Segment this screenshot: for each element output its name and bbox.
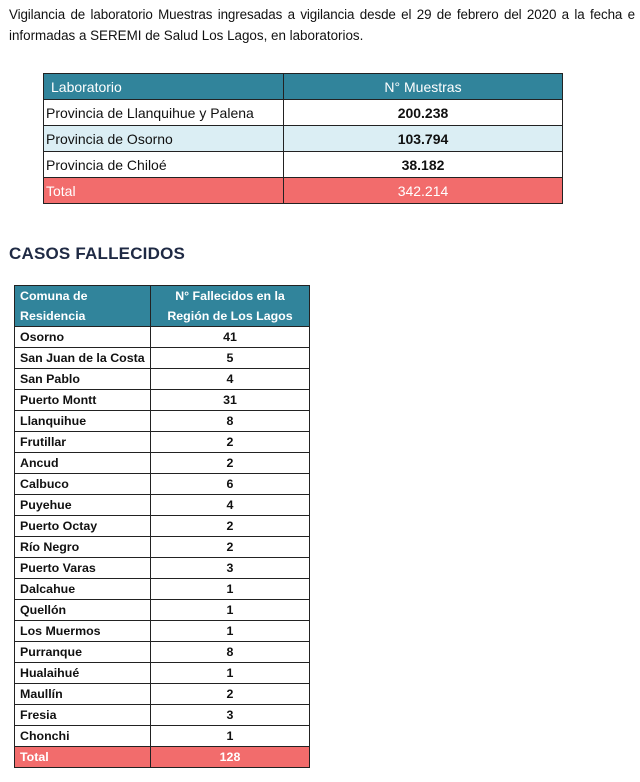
- table-row: [15, 705, 310, 726]
- table-row: [44, 126, 563, 152]
- cell-value: 342.214: [284, 178, 563, 204]
- cell-value: 3: [151, 558, 310, 579]
- table-row: [15, 516, 310, 537]
- cell-value: 2: [151, 684, 310, 705]
- cell-value: 1: [151, 621, 310, 642]
- cell-value: 2: [151, 537, 310, 558]
- header-fallecidos-line-2: Región de Los Lagos: [167, 309, 293, 323]
- cell-name: San Pablo: [15, 369, 151, 390]
- cell-value: 1: [151, 726, 310, 747]
- table-header-row: [15, 286, 310, 327]
- table-row: [15, 495, 310, 516]
- cell-name: Quellón: [15, 600, 151, 621]
- header-comuna-line-2: Residencia: [20, 309, 86, 323]
- cell-name: Calbuco: [15, 474, 151, 495]
- cell-name: Dalcahue: [15, 579, 151, 600]
- table-row: [15, 348, 310, 369]
- deaths-table-body: [15, 327, 310, 768]
- cell-value: 1: [151, 600, 310, 621]
- cell-value: 103.794: [284, 126, 563, 152]
- cell-value: 2: [151, 516, 310, 537]
- cell-name: Puerto Varas: [15, 558, 151, 579]
- table-row: [15, 453, 310, 474]
- table-header-row: [44, 74, 563, 100]
- cell-value: 8: [151, 642, 310, 663]
- cell-name: Total: [15, 747, 151, 768]
- cell-value: 38.182: [284, 152, 563, 178]
- table-row: [15, 327, 310, 348]
- labs-table-body: [44, 100, 563, 204]
- cell-name: Los Muermos: [15, 621, 151, 642]
- cell-name: Puerto Montt: [15, 390, 151, 411]
- cell-value: 1: [151, 663, 310, 684]
- table-row: [15, 684, 310, 705]
- cell-name: Osorno: [15, 327, 151, 348]
- cell-name: Provincia de Llanquihue y Palena: [44, 100, 284, 126]
- cell-name: Hualaihué: [15, 663, 151, 684]
- table-row: [15, 537, 310, 558]
- cell-name: San Juan de la Costa: [15, 348, 151, 369]
- table-row: [15, 600, 310, 621]
- header-n-muestras: N° Muestras: [284, 74, 563, 100]
- cell-name: Frutillar: [15, 432, 151, 453]
- cell-name: Total: [44, 178, 284, 204]
- cell-name: Provincia de Osorno: [44, 126, 284, 152]
- table-row: [44, 152, 563, 178]
- total-row: [15, 747, 310, 768]
- section-title-casos-fallecidos: CASOS FALLECIDOS: [9, 244, 186, 263]
- table-row: [15, 642, 310, 663]
- header-comuna-line-1: Comuna de: [20, 289, 88, 303]
- intro-line-2: informadas a SEREMI de Salud Los Lagos, en laboratorios.: [9, 28, 364, 43]
- table-row: [15, 621, 310, 642]
- intro-paragraph: [9, 4, 635, 46]
- table-row: [15, 558, 310, 579]
- cell-value: 4: [151, 495, 310, 516]
- cell-value: 31: [151, 390, 310, 411]
- cell-name: Puerto Octay: [15, 516, 151, 537]
- table-row: [15, 579, 310, 600]
- cell-name: Llanquihue: [15, 411, 151, 432]
- table-row: [15, 432, 310, 453]
- total-row: [44, 178, 563, 204]
- table-row: [15, 369, 310, 390]
- header-laboratorio: Laboratorio: [44, 74, 284, 100]
- intro-line-1: Vigilancia de laboratorio Muestras ingresadas a vigilancia desde el 29 de febrero del 2020 a la fecha e: [9, 7, 635, 22]
- laboratory-samples-table: [43, 73, 563, 204]
- header-comuna: [15, 286, 151, 327]
- cell-value: 6: [151, 474, 310, 495]
- cell-name: Ancud: [15, 453, 151, 474]
- table-row: [15, 663, 310, 684]
- cell-value: 2: [151, 432, 310, 453]
- cell-name: Puyehue: [15, 495, 151, 516]
- table-row: [15, 474, 310, 495]
- cell-value: 128: [151, 747, 310, 768]
- cell-name: Río Negro: [15, 537, 151, 558]
- header-fallecidos-line-1: N° Fallecidos en la: [175, 289, 285, 303]
- cell-name: Provincia de Chiloé: [44, 152, 284, 178]
- deaths-table: [14, 285, 310, 768]
- cell-value: 5: [151, 348, 310, 369]
- cell-value: 3: [151, 705, 310, 726]
- cell-value: 4: [151, 369, 310, 390]
- cell-value: 8: [151, 411, 310, 432]
- cell-name: Purranque: [15, 642, 151, 663]
- table-row: [15, 411, 310, 432]
- table-row: [15, 390, 310, 411]
- cell-value: 200.238: [284, 100, 563, 126]
- header-fallecidos: [151, 286, 310, 327]
- cell-name: Fresia: [15, 705, 151, 726]
- cell-value: 1: [151, 579, 310, 600]
- table-row: [44, 100, 563, 126]
- cell-name: Maullín: [15, 684, 151, 705]
- table-row: [15, 726, 310, 747]
- cell-value: 41: [151, 327, 310, 348]
- cell-value: 2: [151, 453, 310, 474]
- cell-name: Chonchi: [15, 726, 151, 747]
